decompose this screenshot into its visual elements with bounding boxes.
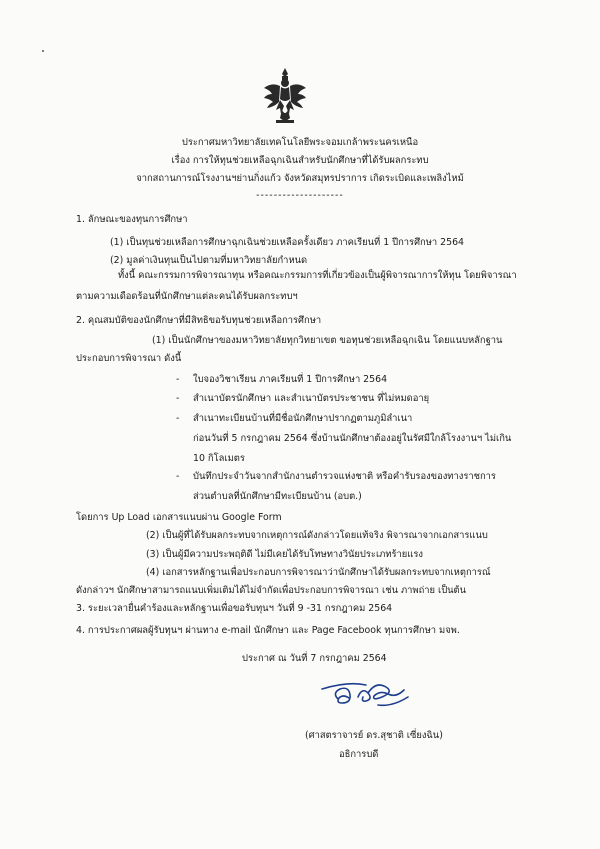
section-2-item-1-cont: ประกอบการพิจารณา ดังนี้ bbox=[76, 353, 182, 364]
section-1-item-2: (2) มูลค่าเงินทุนเป็นไปตามที่มหาวิทยาลัยกำหนด bbox=[110, 255, 308, 266]
section-2-heading: 2. คุณสมบัติของนักศึกษาที่มีสิทธิขอรับทุนช่วยเหลือการศึกษา bbox=[76, 315, 322, 326]
section-3: 3. ระยะเวลายื่นคำร้องและหลักฐานเพื่อขอรับทุนฯ วันที่ 9 -31 กรกฎาคม 2564 bbox=[76, 603, 393, 614]
section-1-paragraph: ทั้งนี้ คณะกรรมการพิจารณาทุน หรือคณะกรรมการที่เกี่ยวข้องเป็นผู้พิจารณาการให้ทุน โดยพิจารณา bbox=[118, 270, 517, 281]
section-1-heading: 1. ลักษณะของทุนการศึกษา bbox=[76, 214, 188, 225]
section-1-paragraph-cont: ตามความเดือดร้อนที่นักศึกษาแต่ละคนได้รับผลกระทบฯ bbox=[76, 291, 298, 302]
announcement-subject: เรื่อง การให้ทุนช่วยเหลือฉุกเฉินสำหรับนักศึกษาที่ได้รับผลกระทบ bbox=[171, 155, 429, 166]
bullet-item-3: สำเนาทะเบียนบ้านที่มีชื่อนักศึกษาปรากฏตามภูมิลำเนา bbox=[193, 413, 413, 424]
header-divider: -------------------- bbox=[256, 190, 344, 201]
announcement-title: ประกาศมหาวิทยาลัยเทคโนโลยีพระจอมเกล้าพระนครเหนือ bbox=[181, 137, 419, 148]
section-2-item-4-cont: ดังกล่าวฯ นักศึกษาสามารถแนบเพิ่มเติมได้ไม่จำกัดเพื่อประกอบการพิจารณา เช่น ภาพถ่าย เป็นต้น bbox=[76, 585, 467, 596]
signature-icon bbox=[318, 673, 418, 713]
announcement-date: ประกาศ ณ วันที่ 7 กรกฎาคม 2564 bbox=[242, 653, 387, 664]
upload-instruction: โดยการ Up Load เอกสารแนบผ่าน Google Form bbox=[76, 512, 282, 523]
scan-speck bbox=[42, 50, 44, 52]
bullet-item-3-cont: ก่อนวันที่ 5 กรกฎาคม 2564 ซึ่งบ้านนักศึกษาต้องอยู่ในรัศมีใกล้โรงงานฯ ไม่เกิน bbox=[193, 433, 512, 444]
bullet-mark: - bbox=[176, 393, 180, 404]
bullet-mark: - bbox=[176, 471, 180, 482]
bullet-item-1: ใบจองวิชาเรียน ภาคเรียนที่ 1 ปีการศึกษา 2564 bbox=[193, 374, 388, 385]
bullet-item-3-cont: 10 กิโลเมตร bbox=[193, 453, 245, 464]
bullet-item-4: บันทึกประจำวันจากสำนักงานตำรวจแห่งชาติ หรือคำรับรองของทางราชการ bbox=[193, 471, 496, 482]
announcement-subject-cont: จากสถานการณ์โรงงานฯย่านกิ่งแก้ว จังหวัดสมุทรปราการ เกิดระเบิดและเพลิงไหม้ bbox=[136, 173, 464, 184]
bullet-item-4-cont: ส่วนตำบลที่นักศึกษามีทะเบียนบ้าน (อบต.) bbox=[193, 491, 362, 502]
bullet-item-2: สำเนาบัตรนักศึกษา และสำเนาบัตรประชาชน ที่ไม่หมดอายุ bbox=[193, 393, 430, 404]
section-1-item-1: (1) เป็นทุนช่วยเหลือการศึกษาฉุกเฉินช่วยเหลือครั้งเดียว ภาคเรียนที่ 1 ปีการศึกษา 2564 bbox=[110, 237, 464, 248]
bullet-mark: - bbox=[176, 413, 180, 424]
section-4: 4. การประกาศผลผู้รับทุนฯ ผ่านทาง e-mail นักศึกษา และ Page Facebook ทุนการศึกษา มจพ. bbox=[76, 625, 460, 636]
bullet-mark: - bbox=[176, 374, 180, 385]
signer-name: (ศาสตราจารย์ ดร.สุชาติ เซี่ยงฉิน) bbox=[305, 730, 443, 741]
section-2-item-2: (2) เป็นผู้ที่ได้รับผลกระทบจากเหตุการณ์ดังกล่าวโดยแท้จริง พิจารณาจากเอกสารแนบ bbox=[146, 530, 488, 541]
section-2-item-3: (3) เป็นผู้มีความประพฤติดี ไม่มีเคยได้รับโทษทางวินัยประเภทร้ายแรง bbox=[146, 549, 423, 560]
signer-title: อธิการบดี bbox=[339, 749, 379, 760]
garuda-emblem-icon bbox=[262, 66, 308, 126]
section-2-item-1: (1) เป็นนักศึกษาของมหาวิทยาลัยทุกวิทยาเขต ขอทุนช่วยเหลือฉุกเฉิน โดยแนบหลักฐาน bbox=[152, 335, 503, 346]
section-2-item-4: (4) เอกสารหลักฐานเพื่อประกอบการพิจารณาว่านักศึกษาได้รับผลกระทบจากเหตุการณ์ bbox=[146, 567, 491, 578]
